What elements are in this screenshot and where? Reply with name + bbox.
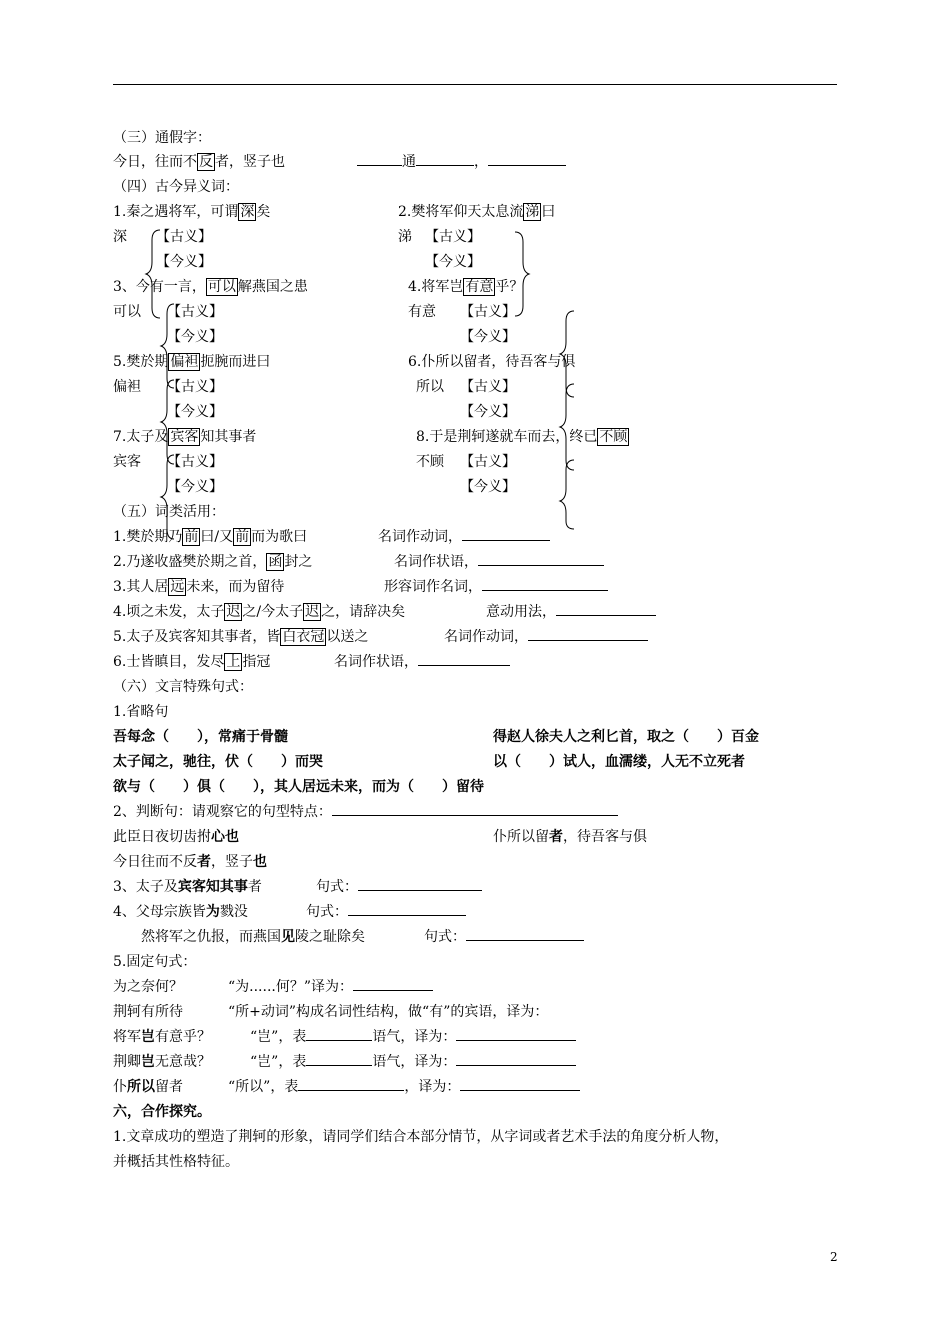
gujin-word-7: 宾客 — [113, 454, 141, 470]
huoyong-line-4: 4.顷之未发，太子 迟 之/今太子 迟 之，请辞决矣 — [113, 604, 406, 620]
gujin-gu-8: 【古义】 — [460, 454, 516, 470]
shenglue-heading: 1.省略句 — [113, 704, 169, 720]
section-title-gujin: （四）古今异义词： — [113, 179, 239, 195]
gujin-jin-7: 【今义】 — [167, 479, 223, 495]
guding-item-4: 荆卿岂无意哉？ — [113, 1054, 211, 1070]
tongjiazi-answer: 通 ， — [357, 153, 566, 171]
gujin-word-4: 有意 — [408, 304, 436, 320]
panduan-item-3: 今日往而不反者，竖子也 — [113, 854, 267, 870]
guding-note-3: “岂”，表 语气，译为： — [250, 1028, 576, 1046]
gujin-jin-5: 【今义】 — [167, 404, 223, 420]
tongjiazi-line-1: 今日，往而不 反 者，竖子也 — [113, 154, 285, 170]
hezuo-question-line-1: 1.文章成功的塑造了荆轲的形象，请同学们结合本部分情节，从字词或者艺术手法的角度分析人物， — [113, 1129, 729, 1145]
guding-note-5: “所以”，表 ，译为： — [228, 1078, 580, 1096]
shenglue-item-2: 得赵人徐夫人之利匕首，取之（ ）百金 — [493, 729, 759, 745]
brace-8 — [560, 460, 574, 529]
gujin-word-8: 不顾 — [416, 454, 444, 470]
gujin-jin-1: 【今义】 — [156, 254, 212, 270]
gujin-gu-1: 【古义】 — [156, 229, 212, 245]
gujin-gu-7: 【古义】 — [167, 454, 223, 470]
gujin-item-6: 6.仆所以留者，待吾客与俱 — [408, 354, 576, 370]
guding-item-3: 将军岂有意乎？ — [113, 1029, 211, 1045]
huoyong-type-2: 名词作状语， — [394, 553, 604, 571]
gujin-word-2: 涕 — [398, 229, 412, 245]
gujin-gu-2: 【古义】 — [425, 229, 481, 245]
huoyong-type-1: 名词作动词， — [378, 528, 550, 546]
gujin-jin-3: 【今义】 — [167, 329, 223, 345]
huoyong-type-3: 形容词作名词， — [384, 578, 608, 596]
gujin-item-7: 7.太子及 宾客 知其事者 — [113, 429, 257, 445]
page-number: 2 — [830, 1250, 838, 1264]
panduan-item-2: 仆所以留者，待吾客与俱 — [493, 829, 647, 845]
gujin-gu-4: 【古义】 — [460, 304, 516, 320]
guding-item-1: 为之奈何？ — [113, 979, 183, 995]
guding-note-2: “所+动词”构成名词性结构，做“有”的宾语，译为： — [228, 1004, 549, 1020]
header-rule — [113, 84, 837, 85]
guding-note-4: “岂”，表 语气，译为： — [250, 1053, 576, 1071]
gujin-word-6: 所以 — [416, 379, 444, 395]
gujin-word-1: 深 — [113, 229, 127, 245]
guding-heading: 5.固定句式： — [113, 954, 197, 970]
huoyong-line-2: 2.乃遂收盛樊於期之首， 函 封之 — [113, 554, 313, 570]
gujin-item-1: 1.秦之遇将军，可谓 深 矣 — [113, 204, 271, 220]
gujin-gu-5: 【古义】 — [167, 379, 223, 395]
shenglue-item-3: 太子闻之，驰往，伏（ ）而哭 — [113, 754, 323, 770]
section-title-hezuo: 六，合作探究。 — [113, 1104, 211, 1120]
binyu-answer: 句式： — [316, 878, 482, 896]
gujin-jin-8: 【今义】 — [460, 479, 516, 495]
gujin-word-3: 可以 — [113, 304, 141, 320]
beidong-answer-1: 句式： — [306, 903, 466, 921]
brace-7 — [560, 384, 574, 470]
binyu-item: 3、太子及宾客知其事者 — [113, 879, 262, 895]
brace-5 — [515, 232, 529, 316]
beidong-item-1: 4、父母宗族皆为戮没 — [113, 904, 248, 920]
gujin-item-5: 5.樊於期 偏袒 扼腕而进曰 — [113, 354, 271, 370]
huoyong-type-6: 名词作状语， — [334, 653, 510, 671]
shenglue-item-4: 以（ ）试人，血濡缕，人无不立死者 — [493, 754, 745, 770]
beidong-answer-2: 句式： — [424, 928, 584, 946]
section-title-huoyong: （五）词类活用： — [113, 504, 225, 520]
gujin-item-2: 2.樊将军仰天太息流 涕 曰 — [398, 204, 556, 220]
gujin-jin-6: 【今义】 — [460, 404, 516, 420]
shenglue-item-5: 欲与（ ）俱（ ），其人居远未来，而为（ ）留待 — [113, 779, 484, 795]
huoyong-line-6: 6.士皆瞋目，发尽 上 指冠 — [113, 654, 271, 670]
guding-note-1: “为......何？”译为： — [228, 978, 433, 996]
shenglue-item-1: 吾每念（ ），常痛于骨髓 — [113, 729, 288, 745]
gujin-item-8: 8.于是荆轲遂就车而去，终已 不顾 — [416, 429, 628, 445]
guding-item-5: 仆所以留者 — [113, 1079, 183, 1095]
gujin-jin-4: 【今义】 — [460, 329, 516, 345]
huoyong-line-1: 1.樊於期乃 前 曰/又 前 而为歌曰 — [113, 529, 308, 545]
beidong-item-2: 然将军之仇报，而燕国见陵之耻除矣 — [141, 929, 365, 945]
panduan-heading: 2、判断句：请观察它的句型特点： — [113, 803, 618, 821]
gujin-item-3: 3、今有一言， 可以 解燕国之患 — [113, 279, 308, 295]
gujin-jin-2: 【今义】 — [425, 254, 481, 270]
huoyong-type-5: 名词作动词， — [444, 628, 648, 646]
panduan-item-1: 此臣日夜切齿拊心也 — [113, 829, 239, 845]
gujin-word-5: 偏袒 — [113, 379, 141, 395]
section-title-tongjiazi: （三）通假字： — [113, 130, 211, 146]
gujin-gu-6: 【古义】 — [460, 379, 516, 395]
section-title-teshu: （六）文言特殊句式： — [113, 679, 253, 695]
guding-item-2: 荆轲有所待 — [113, 1004, 183, 1020]
gujin-item-4: 4.将军岂 有意 乎？ — [408, 279, 524, 295]
huoyong-type-4: 意动用法， — [486, 603, 656, 621]
gujin-gu-3: 【古义】 — [167, 304, 223, 320]
huoyong-line-3: 3.其人居 远 未来，而为留待 — [113, 579, 285, 595]
huoyong-line-5: 5.太子及宾客知其事者，皆 白衣冠 以送之 — [113, 629, 369, 645]
hezuo-question-line-2: 并概括其性格特征。 — [113, 1154, 239, 1170]
